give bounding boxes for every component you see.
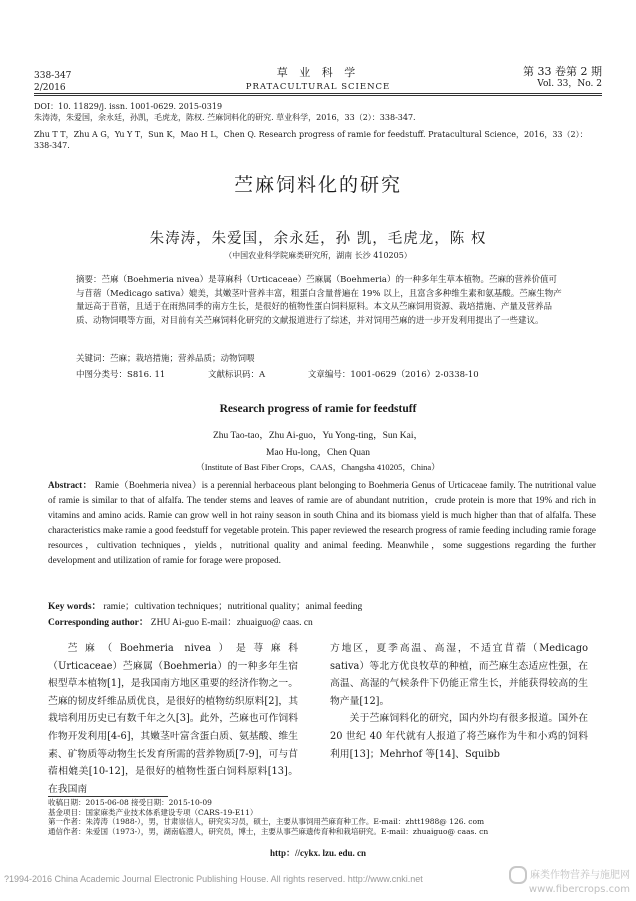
body-paragraph-1-cont: 方地区，夏季高温、高湿，不适宜苜蓿（Medicago sativa）等北方优良牧草的种植，而苎麻生态适应性强，在高温、高湿的气候条件下仍能正常生长，并能获得较高的生物产量[12]。 — [330, 643, 588, 707]
footnote-block — [48, 798, 568, 836]
affiliation-en: （Institute of Bast Fiber Crops，CAAS，Changsha 410205，China） — [196, 462, 440, 472]
volume-issue-en: Vol. 33，No. 2 — [537, 79, 602, 89]
corresponding-author — [48, 614, 313, 628]
body-column-right — [330, 640, 588, 763]
citation-block — [34, 101, 604, 151]
keywords-en — [48, 598, 362, 612]
footnote-corresponding-author: 通信作者：朱爱国（1973-），男，湖南临澧人，研究员，博士，主要从事苎麻遗传育种和栽培研究。E-mail：zhuaiguo@ caas. cn — [48, 826, 489, 836]
journal-name-en: PRATACULTURAL SCIENCE — [245, 82, 391, 92]
volume-header — [523, 66, 602, 90]
keywords-cn: 关键词：苎麻；栽培措施；营养品质；动物饲喂 — [76, 354, 255, 364]
footnote-rule — [48, 796, 168, 797]
keywords-en-text: ramie；cultivation techniques；nutritional quality；animal feeding — [103, 602, 363, 612]
header-rule-2 — [34, 95, 602, 96]
citation-cn: 朱涛涛，朱爱国，余永廷，孙凯，毛虎龙，陈权. 苎麻饲料化的研究. 草业科学，2016，33（2）：338-347. — [34, 113, 416, 122]
abstract-cn: 摘要：苎麻（Boehmeria nivea）是荨麻科（Urticaceae）苎麻属（Boehmeria）的一种多年生草本植物。苎麻的营养价值可与苜蓿（Medicago sativa）媲美，其嫩茎叶营养丰富，粗蛋白含量普遍在 19% 以上，且富含多种维生素和氨基酸。苎麻生物产量远高于苜蓿，且适于在雨热同季的南方生长，是很好的植物性蛋白饲料原料。本文从苎麻饲用资源、栽培措施、产量及营养品质、动物饲喂等方面，对目前有关苎麻饲料化研究的文献报道进行了综述，并对饲用苎麻的进一步开发利用提出了一些建议。 — [76, 275, 562, 326]
authors-en — [0, 428, 636, 462]
footnote-dates: 收稿日期：2015-06-08 接受日期：2015-10-09 — [48, 798, 212, 807]
watermark-text: 麻类作物营养与施肥网 — [530, 870, 630, 881]
watermark-logo-icon — [509, 866, 527, 884]
authors-en-line2: Mao Hu-long，Chen Quan — [266, 448, 370, 458]
footnote-first-author: 第一作者：朱涛涛（1988-），男，甘肃崇信人，研究实习员，硕士，主要从事饲用苎麻育种工作。E-mail：zhtt1988@ 126. com — [48, 817, 485, 826]
body-paragraph-2: 关于苎麻饲料化的研究，国内外均有很多报道。国外在 20 世纪 40 年代就有人报道了将苎麻作为牛和小鸡的饲料利用[13]；Mehrhof 等[14]、Squibb — [330, 713, 588, 760]
page-range: 338-347 — [34, 71, 72, 81]
journal-name-cn: 草 业 科 学 — [276, 66, 360, 79]
copyright-notice: ?1994-2016 China Academic Journal Electronic Publishing House. All rights reserved. http://www.cnki.net — [4, 874, 423, 884]
article-number: 文章编号：1001-0629（2016）2-0338-10 — [307, 370, 479, 380]
footnote-funding: 基金项目：国家麻类产业技术体系建设专项（CARS-19-E11） — [48, 807, 258, 817]
journal-url[interactable]: http：//cykx. lzu. edu. cn — [269, 848, 366, 858]
keywords-en-label: Key words： — [48, 602, 102, 612]
body-column-left — [48, 640, 298, 798]
classification-row — [76, 368, 556, 380]
affiliation-cn: （中国农业科学院麻类研究所，湖南 长沙 410205） — [224, 251, 412, 260]
article-title-cn: 苎麻饲料化的研究 — [233, 174, 402, 196]
abstract-en-label: Abstract： — [48, 480, 93, 490]
volume-issue-cn: 第 33 卷第 2 期 — [523, 65, 602, 78]
document-code: 文献标识码：A — [207, 370, 266, 380]
abstract-en — [48, 478, 596, 568]
watermark — [509, 866, 630, 896]
authors-en-line1: Zhu Tao-tao，Zhu Ai-guo，Yu Yong-ting，Sun Kai， — [212, 431, 423, 441]
corresponding-author-label: Corresponding author： — [48, 618, 149, 628]
header-rule — [34, 93, 602, 94]
issue-date: 2/2016 — [34, 83, 66, 93]
article-title-en: Research progress of ramie for feedstuff — [219, 403, 417, 415]
clc-number: 中图分类号：S816. 11 — [76, 370, 166, 380]
body-paragraph-1: 苎麻（Boehmeria nivea）是荨麻科（Urticaceae）苎麻属（Boehmeria）的一种多年生宿根型草本植物[1]，是我国南方地区重要的经济作物之一。苎麻的韧皮纤维品质优良，是很好的植物纺织原料[2]，其栽培利用历史已有数千年之久[3]。此外，苎麻也可作饲料作物开发利用[4-6]，其嫩茎叶富含蛋白质、氨基酸、维生素、矿物质等动物生长发育所需的营养物质[7-9]，可与苜蓿相媲美[10-12]，是很好的植物性蛋白饲料原料[13]。在我国南 — [48, 643, 298, 795]
citation-en: Zhu T T，Zhu A G，Yu Y T，Sun K，Mao H L，Chen Q. Research progress of ramie for feedstuff. Pratacultural Science，2016，33（2）：338-347. — [34, 130, 588, 150]
doi-link[interactable]: DOI：10. 11829/j. issn. 1001-0629. 2015-0319 — [34, 102, 223, 111]
authors-cn: 朱涛涛，朱爱国，余永廷，孙 凯，毛虎龙，陈 权 — [149, 231, 487, 247]
watermark-url: www.fibercrops.com — [528, 884, 630, 895]
corresponding-author-text[interactable]: ZHU Ai-guo E-mail：zhuaiguo@ caas. cn — [150, 618, 313, 628]
abstract-en-text: Ramie（Boehmeria nivea）is a perennial herbaceous plant belonging to Boehmeria Genus of Urticaceae family. The nutritional value of ramie is similar to that of alfalfa. The tender stems and leaves of ramie are of abundant nutrition，crude protein is more that 19% and rich in vitamins and amino acids. Ramie can grow well in hot rainy season in south China and its biomass yield is much higher than that of alfalfa. These characteristics make ramie a good feedstuff for vegetable protein. This paper reviewed the research progress of ramie feeding including ramie forage resources，cultivation techniques，yields，nutritional quality and animal feeding. Meanwhile，some suggestions regarding the further development and utilization of ramie for forage were proposed. — [48, 480, 596, 565]
